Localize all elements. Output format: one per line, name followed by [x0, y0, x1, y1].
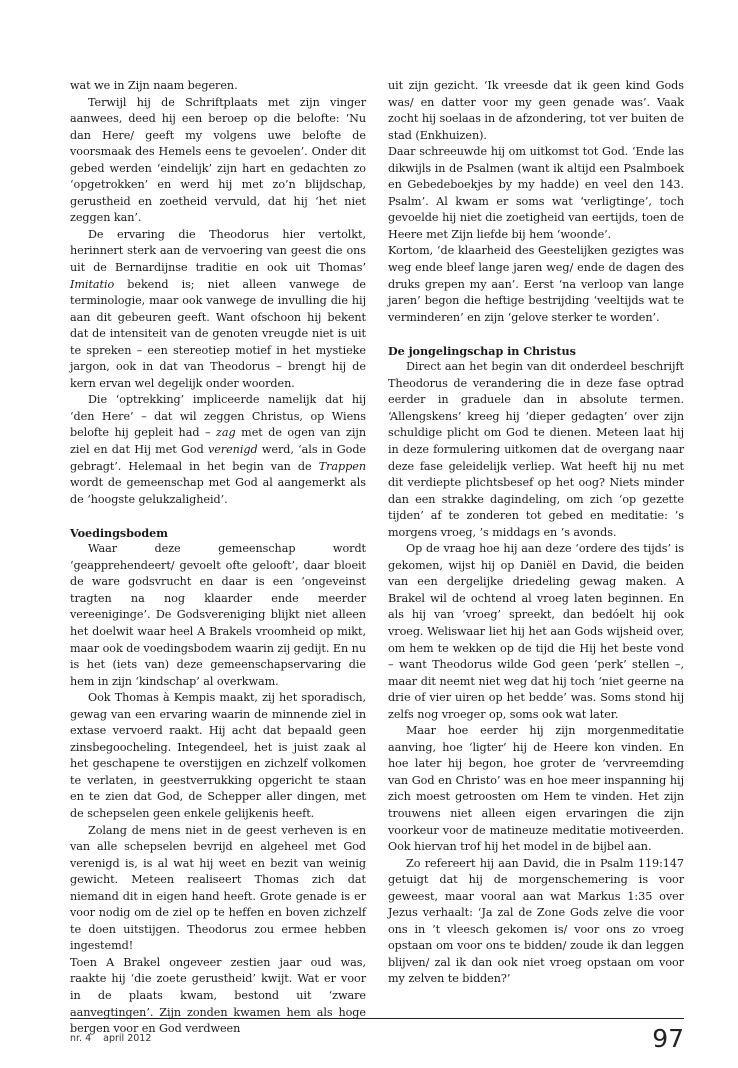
paragraph: Terwijl hij de Schriftplaats met zijn vinger aanwees, deed hij een beroep op die belofte: ‘Nu dan Here/ geeft my volgens uwe belofte de voorsmaak des Hemels eens te gevoelen’. Onder dit gebed werden ‘eindelijk’ zijn hart en gedachten zo ‘opgetrokken’ en werd hij met zo’n blijdschap, gerustheid en zoetheid vervuld, dat hij ‘het niet zeggen kan’. — [70, 95, 366, 225]
paragraph: Maar hoe eerder hij zijn morgenmeditatie aanving, hoe ‘ligter’ hij de Heere kon vinden. En hoe later hij begon, hoe groter de ‘vervreemding van God en Christo’ was en hoe meer inspanning hij zich moest getroosten om Hem te vinden. Het zijn trouwens niet alleen eigen ervaringen die zijn voorkeur voor de matineuze meditatie motiveerden. Ook hiervan trof hij het model in de bijbel aan. — [388, 724, 684, 854]
spacer — [70, 508, 366, 525]
italic-title: Imitatio — [70, 277, 115, 291]
italic-word: verenigd — [207, 443, 258, 457]
section-heading: Voedingsbodem — [70, 525, 168, 540]
issue-date: april 2012 — [103, 1033, 152, 1044]
left-column — [70, 78, 366, 1038]
text-run: werd, ‘als in Gode gebragt’. Helemaal in het begin van de — [70, 443, 367, 473]
footer-issue-info — [70, 1033, 151, 1044]
paragraph: Toen A Brakel ongeveer zestien jaar oud was, raakte hij ‘die zoete gerustheid’ kwijt. Wat er voor in de plaats kwam, bestond uit ‘zware aanvegtingen’. Zijn zonden kwamen hem als hoge bergen voor en God verdween — [70, 955, 366, 1036]
paragraph: Waar deze gemeenschap wordt ‘geapprehendeert/ gevoelt ofte gelooft’, daar bloeit de ware godsvrucht en daar is een ‘ongeveinst tragten na nog klaarder ende meerder vereeniginge’. De Godsvereniging blijkt niet alleen het doelwit waar heel A Brakels vroomheid op mikt, maar ook de voedingsbodem waarin zij gedijt. En nu is het (iets van) deze gemeenschapservaring die hem in zijn ‘kindschap’ al overkwam. — [70, 542, 366, 688]
italic-word: zag — [216, 426, 236, 440]
issue-number: nr. 4 — [70, 1033, 92, 1044]
text-run: Die ‘optrekking’ impliceerde namelijk dat hij ‘den Here’ – dat wil zeggen Christus, op Wiens belofte hij gepleit had – — [70, 393, 366, 440]
paragraph: uit zijn gezicht. ‘Ik vreesde dat ik geen kind Gods was/ en datter voor my geen genade was’. Vaak zocht hij soelaas in de afzondering, tot ver buiten de stad (Enkhuizen). — [388, 79, 684, 142]
text-run: wordt de gemeenschap met God al aangemerkt als de ‘hoogste gelukzaligheid’. — [70, 476, 366, 506]
spacer — [388, 326, 684, 343]
text-run: De ervaring die Theodorus hier vertolkt, herinnert sterk aan de vervoering van geest die ons uit de Bernardijnse traditie en ook uit Thomas’ — [70, 227, 366, 275]
right-column — [388, 78, 684, 988]
paragraph: Zolang de mens niet in de geest verheven is en van alle schepselen bevrijd en algeheel met God verenigd is, is al wat hij weet en bezit van weinig gewicht. Meteen realiseert Thomas zich dat niemand dit in eigen hand heeft. Grote genade is er voor nodig om de ziel op te heffen en boven zichzelf te doen uitstijgen. Theodorus zou ermee hebben ingestemd! — [70, 823, 366, 953]
footer-divider — [70, 1018, 684, 1019]
italic-title: Trappen — [318, 459, 366, 473]
paragraph — [70, 227, 366, 392]
paragraph: Ook Thomas à Kempis maakt, zij het sporadisch, gewag van een ervaring waarin de minnende ziel in extase vervoerd raakt. Hij acht dat bepaald geen zinsbegoocheling. Integendeel, het is juist zaak al het geschapene te overstijgen en zichzelf volkomen te verlaten, in geestverrukking opgericht te staan en te zien dat God, de Schepper aller dingen, met de schepselen geen enkele gelijkenis heeft. — [70, 691, 366, 821]
paragraph: wat we in Zijn naam begeren. — [70, 79, 238, 92]
paragraph: Op de vraag hoe hij aan deze ‘ordere des tijds’ is gekomen, wijst hij op Daniël en David, die beiden van een dergelijke driedeling gewag maken. A Brakel wil de ochtend al vroeg laten beginnen. En als hij van ‘vroeg’ spreekt, dan bedóelt hij ook vroeg. Weliswaar liet hij het aan Gods wijsheid over, om hem te wekken op de tijd die Hij het beste vond – want Theodorus wilde God geen ‘perk’ stellen –, maar dit neemt niet weg dat hij toch ‘niet geerne na drie of vier uiren op het bedde’ was. Soms stond hij zelfs nog vroeger op, soms ook wat later. — [388, 542, 684, 721]
paragraph: Direct aan het begin van dit onderdeel beschrijft Theodorus de verandering die in deze fase optrad eerder in graduele dan in absolute termen. ‘Allengskens’ kreeg hij ‘dieper gedagten’ over zijn schuldige plicht om God te dienen. Meteen laat hij in deze formulering uitkomen dat de overgang naar deze fase geleidelijk verliep. Wat heeft hij nu met dit verdiepte plichtsbesef op het oog? Niets minder dan een strakke dagindeling, om zich ‘op gezette tijden’ af te zonderen tot gebed en meditatie: ’s morgens vroeg, ’s middags en ’s avonds. — [388, 360, 684, 539]
section-heading: De jongelingschap in Christus — [388, 343, 576, 358]
text-run: bekend is; niet alleen vanwege de terminologie, maar ook vanwege de invulling die hij aan dit gebeuren geeft. Want ofschoon hij bekent dat de intensiteit van de genoten vreugde niet is uit te spreken – een stereotiep motief in het mystieke jargon, ook in dat van Theodorus – brengt hij de kern ervan wel degelijk onder woorden. — [70, 277, 366, 390]
text-run: met de ogen van zijn ziel en dat Hij met God — [70, 426, 366, 457]
paragraph: Daar schreeuwde hij om uitkomst tot God. ‘Ende las dikwijls in de Psalmen (want ik altijd een Psalmboek en Gebedeboekjes by my hadde) en veel den 143. Psalm’. Al kwam er soms wat ‘verligtinge’, toch gevoelde hij niet die zoetigheid van eertijds, toen de Heere met Zijn liefde bij hem ‘woonde’. — [388, 145, 684, 241]
paragraph: Zo refereert hij aan David, die in Psalm 119:147 getuigt dat hij de morgenschemering is voor geweest, maar vooral aan wat Markus 1:35 over Jezus verhaalt: ‘Ja zal de Zone Gods zelve die voor ons in ’t vleesch gekomen is/ voor ons zo vroeg opstaan om voor ons te bidden/ zoude ik dan leggen blijven/ zal ik dan ook niet vroeg opstaan om voor my zelven te bidden?’ — [388, 856, 684, 986]
page-number: 97 — [652, 1024, 684, 1053]
paragraph — [70, 392, 366, 508]
paragraph: Kortom, ‘de klaarheid des Geestelijken gezigtes was weg ende bleef lange jaren weg/ ende de dagen des druks grepen my aan’. Eerst ‘na verloop van lange jaren’ begon die heftige bestrijding ‘veeltijds wat te verminderen’ en zijn ‘gelove sterker te worden’. — [388, 244, 684, 324]
